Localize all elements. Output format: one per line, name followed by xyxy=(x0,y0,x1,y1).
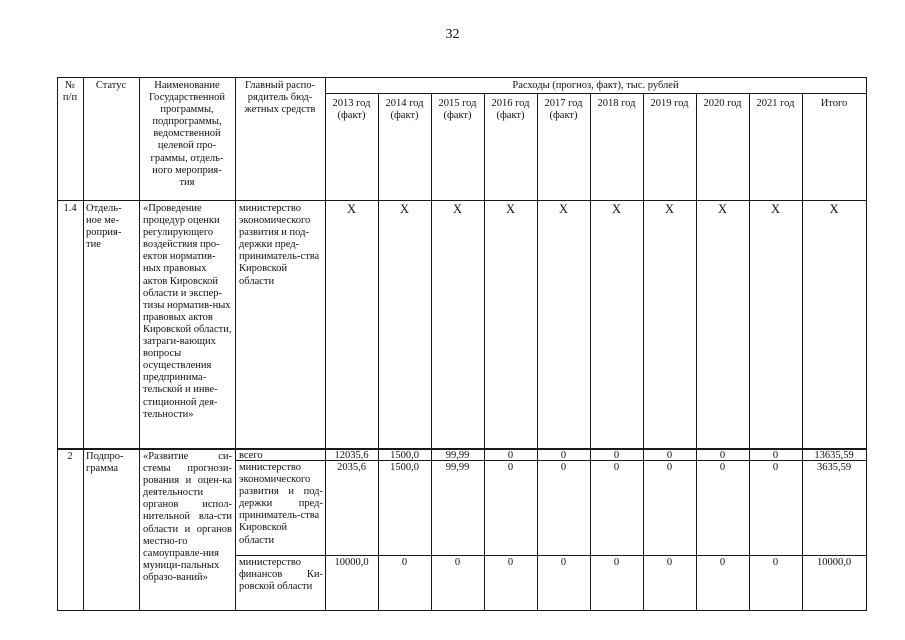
column-border xyxy=(325,77,326,611)
not-applicable-mark: X xyxy=(399,203,410,216)
page-number: 32 xyxy=(445,27,460,42)
expense-value: 0 xyxy=(613,557,620,568)
expense-value: 0 xyxy=(507,462,514,473)
column-border xyxy=(378,93,379,611)
row-status: Подпро- грамма xyxy=(86,451,124,475)
row-number: 1.4 xyxy=(63,203,77,214)
column-border xyxy=(866,77,867,611)
expense-value: 0 xyxy=(613,462,620,473)
not-applicable-mark: X xyxy=(717,203,728,216)
header-year: 2014 год (факт) xyxy=(385,98,424,122)
column-border xyxy=(696,93,697,611)
column-border xyxy=(537,93,538,611)
header-expenses-title: Расходы (прогноз, факт), тыс. рублей xyxy=(512,80,679,91)
expenses-header-rule xyxy=(325,93,867,94)
column-border xyxy=(643,93,644,611)
column-border xyxy=(139,77,140,611)
column-border xyxy=(802,93,803,611)
expense-value: 0 xyxy=(401,557,408,568)
expense-value: 0 xyxy=(454,557,461,568)
column-border xyxy=(749,93,750,611)
expense-value: 1500,0 xyxy=(390,462,419,473)
column-border xyxy=(590,93,591,611)
column-border xyxy=(57,77,58,611)
header-status: Статус xyxy=(95,80,127,91)
expense-value: 0 xyxy=(560,450,567,461)
header-num: № п/п xyxy=(62,80,78,104)
expense-value: 2035,6 xyxy=(337,462,366,473)
expense-value: 12035,6 xyxy=(334,450,369,461)
expense-value: 1500,0 xyxy=(390,450,419,461)
expense-value: 0 xyxy=(507,557,514,568)
expense-value: 0 xyxy=(719,462,726,473)
header-year: 2021 год xyxy=(756,98,795,109)
table-top-border xyxy=(57,77,867,78)
column-border xyxy=(431,93,432,611)
header-year: 2016 год (факт) xyxy=(491,98,530,122)
not-applicable-mark: X xyxy=(452,203,463,216)
not-applicable-mark: X xyxy=(505,203,516,216)
header-year: 2013 год (факт) xyxy=(332,98,371,122)
expense-value: 0 xyxy=(613,450,620,461)
row-number: 2 xyxy=(67,451,73,462)
row-name: «Проведение процедур оценки регулирующего воздействия про-ектов норматив-ных правовых актов Кировской области и экспер-тизы норматив-ных правовых актов Кировской области, затраги-вающих вопросы осуществления предпринима-тельской и инве-стиционной дея-тельности» xyxy=(143,203,232,420)
header-bottom-rule xyxy=(57,200,867,201)
subrow-divider xyxy=(235,555,867,556)
subrow-admin: министерство финансов Ки-ровской области xyxy=(239,557,323,593)
expense-value: 0 xyxy=(666,462,673,473)
not-applicable-mark: X xyxy=(558,203,569,216)
expense-value: 0 xyxy=(772,450,779,461)
not-applicable-mark: X xyxy=(664,203,675,216)
row-admin: министерство экономического развития и под-держки пред-приниматель-ства Кировской области xyxy=(239,203,320,287)
expense-value: 13635,59 xyxy=(814,450,854,461)
expense-value: 0 xyxy=(772,462,779,473)
header-admin: Главный распо- рядитель бюд- жетных средств xyxy=(244,80,316,116)
column-border xyxy=(484,93,485,611)
expense-value: 3635,59 xyxy=(816,462,852,473)
expense-value: 0 xyxy=(772,557,779,568)
header-year: 2015 год (факт) xyxy=(438,98,477,122)
expense-value: 0 xyxy=(560,557,567,568)
expense-value: 0 xyxy=(666,450,673,461)
header-year: Итого xyxy=(820,98,848,109)
header-year: 2017 год (факт) xyxy=(544,98,583,122)
expense-value: 99,99 xyxy=(445,462,470,473)
expense-value: 0 xyxy=(560,462,567,473)
subrow-admin: министерство экономического развития и под-держки пред-приниматель-ства Кировской области xyxy=(239,462,323,546)
table-bottom-border xyxy=(57,610,867,611)
expense-value: 0 xyxy=(719,557,726,568)
not-applicable-mark: X xyxy=(770,203,781,216)
subrow-admin: всего xyxy=(239,450,263,461)
expense-value: 0 xyxy=(507,450,514,461)
expense-value: 0 xyxy=(666,557,673,568)
column-border xyxy=(235,77,236,611)
row-name: «Развитие си-стемы прогнози-рования и оцен-ка деятельности органов испол-нительной вла-сти области и органов местно-го самоуправле-ния муници-пальных образо-ваний» xyxy=(143,451,232,583)
header-year: 2018 год xyxy=(597,98,636,109)
expense-value: 10000,0 xyxy=(816,557,852,568)
header-name: Наименование Государственной программы, подпрограммы, ведомственной целевой про- граммы, отдель- ного мероприя- тия xyxy=(149,80,225,188)
column-border xyxy=(83,77,84,611)
header-year: 2019 год xyxy=(650,98,689,109)
not-applicable-mark: X xyxy=(346,203,357,216)
expense-value: 99,99 xyxy=(445,450,470,461)
expense-value: 0 xyxy=(719,450,726,461)
not-applicable-mark: X xyxy=(611,203,622,216)
not-applicable-mark: X xyxy=(829,203,839,216)
expense-value: 10000,0 xyxy=(334,557,369,568)
header-year: 2020 год xyxy=(703,98,742,109)
row-status: Отдель- ное ме- роприя- тие xyxy=(86,203,122,251)
